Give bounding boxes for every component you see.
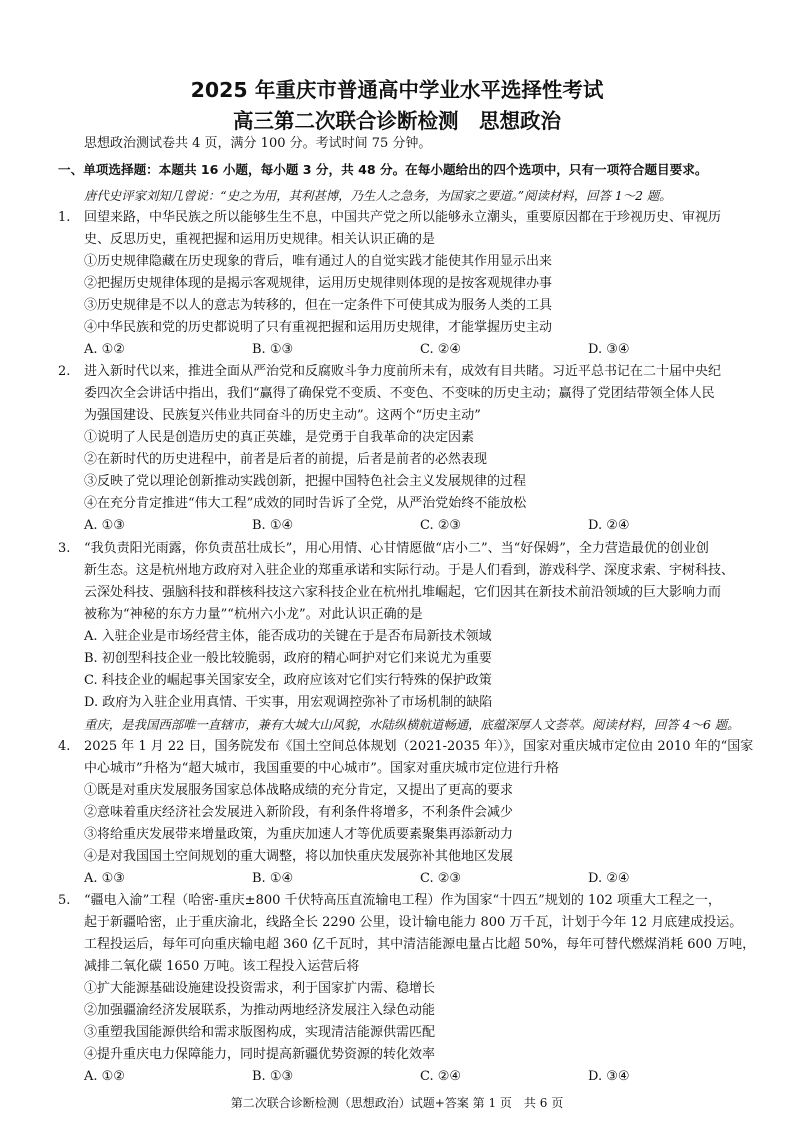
question-stem-line: “我负责阳光雨露，你负责茁壮成长”，用心用情、心甘情愿做“店小二”、当“好保姆”，全力营造最优的创业创 (84, 541, 709, 556)
answer-option: B. ①④ (252, 518, 294, 533)
section-heading: 一、单项选择题：本题共 16 小题，每小题 3 分，共 48 分。在每小题给出的四个选项中，只有一项符合题目要求。 (58, 162, 708, 177)
answer-option: A. ①③ (84, 518, 125, 533)
question-stem-line: 减排二氧化碳 1650 万吨。该工程投入运营后将 (84, 959, 360, 974)
question-stem-line: 委四次全会讲话中指出，我们“赢得了确保党不变质、不变色、不变味的历史主动；赢得了党团结带领全体人民 (84, 386, 715, 401)
statement-item: ②把握历史规律体现的是揭示客观规律，运用历史规律则体现的是按客观规律办事 (84, 276, 553, 291)
question-stem-line: 新生态。这是杭州地方政府对入驻企业的郑重承诺和实际行动。于是人们看到，游戏科学、深度求索、宇树科技、 (84, 563, 735, 578)
answer-option: C. ②④ (420, 1069, 462, 1084)
answer-option: C. 科技企业的崛起事关国家安全，政府应该对它们实行特殊的保护政策 (84, 673, 492, 688)
statement-item: ③历史规律是不以人的意志为转移的，但在一定条件下可使其成为服务人类的工具 (84, 298, 553, 313)
answer-option: D. ③④ (588, 342, 630, 357)
question-stem-line: 起于新疆哈密，止于重庆渝北，线路全长 2290 公里，设计输电能力 800 万千瓦，计划于今年 12 月底建成投运。 (84, 915, 743, 930)
answer-option: B. ①③ (252, 1069, 294, 1084)
exam-subtitle: 高三第二次联合诊断检测 思想政治 (233, 109, 561, 133)
answer-option: A. ①② (84, 1069, 125, 1084)
question-stem-line: 进入新时代以来，推进全面从严治党和反腐败斗争力度前所未有，成效有目共睹。习近平总书记在二十届中央纪 (84, 364, 722, 379)
question-number: 3. (58, 541, 71, 556)
material-intro: 重庆，是我国西部唯一直辖市，兼有大城大山风貌，水陆纵横航道畅通，底蕴深厚人文荟萃。阅读材料，回答 4～6 题。 (84, 717, 740, 732)
question-number: 2. (58, 364, 71, 379)
question-stem-line: 被称为“神秘的东方力量”“杭州六小龙”。对此认识正确的是 (84, 607, 423, 622)
statement-item: ③反映了党以理论创新推动实践创新，把握中国特色社会主义发展规律的过程 (84, 474, 527, 489)
statement-item: ④提升重庆电力保障能力，同时提高新疆优势资源的转化效率 (84, 1047, 436, 1062)
question-stem-line: 回望来路，中华民族之所以能够生生不息，中国共产党之所以能够永立潮头，重要原因都在于珍视历史、审视历 (84, 210, 722, 225)
question-stem-line: “疆电入渝”工程（哈密-重庆±800 千伏特高压直流输电工程）作为国家“十四五”规划的 102 项重大工程之一， (84, 893, 721, 908)
answer-option: A. ①② (84, 342, 125, 357)
question-stem-line: 中心城市”升格为“超大城市，我国重要的中心城市”。国家对重庆城市定位进行升格 (84, 761, 559, 776)
question-number: 1. (58, 210, 71, 225)
question-stem-line: 史、反思历史，重视把握和运用历史规律。相关认识正确的是 (84, 232, 436, 247)
question-number: 5. (58, 893, 71, 908)
statement-item: ③将给重庆发展带来增量政策，为重庆加速人才等优质要素聚集再添新动力 (84, 827, 514, 842)
answer-option: D. ③④ (588, 1069, 630, 1084)
statement-item: ①说明了人民是创造历史的真正英雄，是党勇于自我革命的决定因素 (84, 430, 475, 445)
exam-title: 2025 年重庆市普通高中学业水平选择性考试 (190, 78, 604, 102)
question-number: 4. (58, 739, 71, 754)
statement-item: ①既是对重庆发展服务国家总体战略成绩的充分肯定，又提出了更高的要求 (84, 783, 514, 798)
answer-option: D. ②④ (588, 871, 630, 886)
answer-option: B. 初创型科技企业一般比较脆弱，政府的精心呵护对它们来说尤为重要 (84, 651, 492, 666)
answer-option: A. ①③ (84, 871, 125, 886)
answer-option: D. 政府为入驻企业用真情、干实事，用宏观调控弥补了市场机制的缺陷 (84, 695, 493, 710)
page-footer: 第二次联合诊断检测（思想政治）试题+答案 第 1 页 共 6 页 (230, 1096, 564, 1110)
answer-option: C. ②③ (420, 518, 462, 533)
exam-intro: 思想政治测试卷共 4 页，满分 100 分。考试时间 75 分钟。 (84, 136, 432, 151)
statement-item: ④中华民族和党的历史都说明了只有重视把握和运用历史规律，才能掌握历史主动 (84, 320, 553, 335)
answer-option: B. ①③ (252, 342, 294, 357)
answer-option: C. ②④ (420, 342, 462, 357)
answer-option: B. ①④ (252, 871, 294, 886)
statement-item: ③重塑我国能源供给和需求版图构成，实现清洁能源供需匹配 (84, 1025, 436, 1040)
question-stem-line: 2025 年 1 月 22 日，国务院发布《国土空间总体规划（2021-2035 年）》，国家对重庆城市定位由 2010 年的“国家 (84, 739, 754, 754)
question-stem-line: 云深处科技、强脑科技和群核科技这六家科技企业在杭州扎堆崛起，它们因其在新技术前沿领域的巨大影响力而 (84, 585, 722, 600)
answer-option: D. ②④ (588, 518, 630, 533)
material-intro: 唐代史评家刘知几曾说：“史之为用，其利甚博，乃生人之急务，为国家之要道。”阅读材料，回答 1～2 题。 (84, 188, 672, 203)
statement-item: ②在新时代的历史进程中，前者是后者的前提，后者是前者的必然表现 (84, 452, 488, 467)
question-stem-line: 为强国建设、民族复兴伟业共同奋斗的历史主动”。这两个“历史主动” (84, 408, 481, 423)
question-stem-line: 工程投运后，每年可向重庆输电超 360 亿千瓦时，其中清洁能源电量占比超 50%，每年可替代燃煤消耗 600 万吨， (84, 937, 756, 952)
statement-item: ①扩大能源基础设施建设投资需求，利于国家扩内需、稳增长 (84, 981, 436, 996)
answer-option: C. ②③ (420, 871, 462, 886)
statement-item: ①历史规律隐藏在历史现象的背后，唯有通过人的自觉实践才能使其作用显示出来 (84, 254, 553, 269)
statement-item: ②加强疆渝经济发展联系，为推动两地经济发展注入绿色动能 (84, 1003, 436, 1018)
statement-item: ②意味着重庆经济社会发展进入新阶段，有利条件将增多，不利条件会减少 (84, 805, 514, 820)
answer-option: A. 入驻企业是市场经营主体，能否成功的关键在于是否布局新技术领域 (84, 629, 492, 644)
statement-item: ④在充分肯定推进“伟大工程”成效的同时告诉了全党，从严治党始终不能放松 (84, 496, 527, 511)
statement-item: ④是对我国国土空间规划的重大调整，将以加快重庆发展弥补其他地区发展 (84, 849, 514, 864)
